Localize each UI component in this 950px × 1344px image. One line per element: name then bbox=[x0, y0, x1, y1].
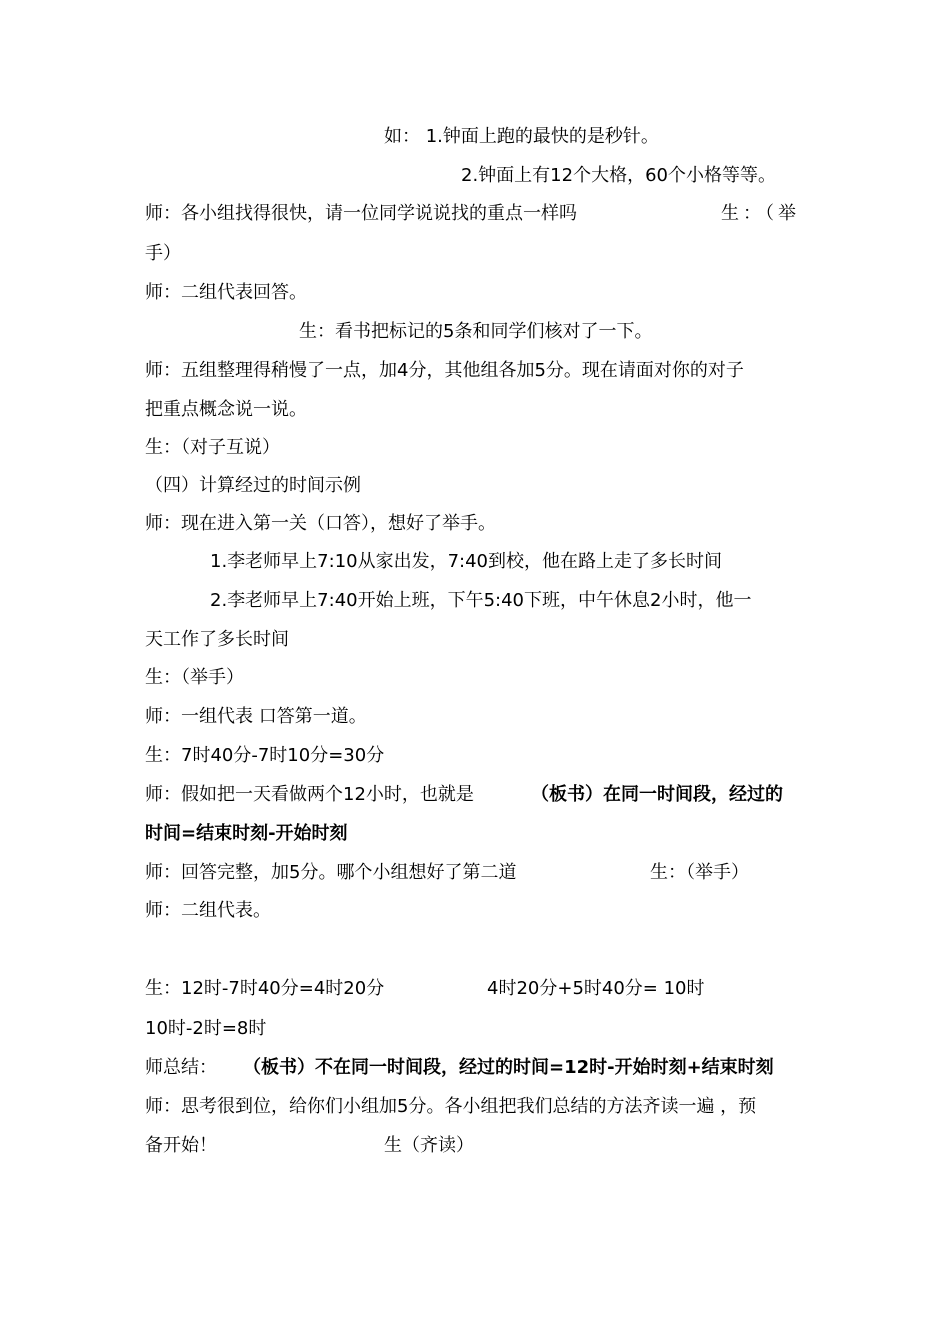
text-line: 备开始！ bbox=[145, 1135, 217, 1156]
student-line: 生：12时-7时40分=4时20分 bbox=[145, 978, 385, 999]
example-line-2: 2.钟面上有12个大格，60个小格等等。 bbox=[461, 165, 776, 186]
student-line: 生（齐读） bbox=[384, 1135, 474, 1156]
calculation-line: 10时-2时=8时 bbox=[145, 1018, 267, 1039]
student-line: 生：看书把标记的5条和同学们核对了一下。 bbox=[299, 321, 653, 342]
section-heading: （四）计算经过的时间示例 bbox=[145, 475, 361, 496]
text-line: 手） bbox=[145, 243, 181, 264]
teacher-line: 师：二组代表回答。 bbox=[145, 282, 307, 303]
question-2: 2.李老师早上7:40开始上班，下午5:40下班，中午休息2小时，他一 bbox=[210, 590, 752, 611]
teacher-line: 师：二组代表。 bbox=[145, 900, 271, 921]
teacher-summary-label: 师总结： bbox=[145, 1057, 217, 1078]
student-line: 生：（对子互说） bbox=[145, 437, 280, 458]
calculation-line: 4时20分+5时40分= 10时 bbox=[487, 978, 705, 999]
question-1: 1.李老师早上7:10从家出发，7:40到校，他在路上走了多长时间 bbox=[210, 551, 723, 572]
student-line: 生：（举手） bbox=[650, 862, 749, 883]
student-line: 生：（举 bbox=[721, 203, 800, 224]
teacher-line: 师：一组代表 口答第一道。 bbox=[145, 706, 367, 727]
student-line: 生：（举手） bbox=[145, 667, 244, 688]
board-writing: （板书）在同一时间段，经过的 bbox=[531, 784, 783, 805]
teacher-line: 师：现在进入第一关（口答），想好了举手。 bbox=[145, 513, 496, 534]
student-line: 生：7时40分-7时10分=30分 bbox=[145, 745, 385, 766]
teacher-line: 师：五组整理得稍慢了一点，加4分，其他组各加5分。现在请面对你的对子 bbox=[145, 360, 744, 381]
teacher-line: 师：各小组找得很快，请一位同学说说找的重点一样吗 bbox=[145, 203, 577, 224]
text-line: 把重点概念说一说。 bbox=[145, 399, 307, 420]
board-writing: 时间=结束时刻-开始时刻 bbox=[145, 823, 348, 844]
example-line-1: 如： 1.钟面上跑的最快的是秒针。 bbox=[384, 126, 659, 147]
teacher-line: 师：假如把一天看做两个12小时，也就是 bbox=[145, 784, 474, 805]
board-writing: （板书）不在同一时间段，经过的时间=12时-开始时刻+结束时刻 bbox=[243, 1057, 774, 1078]
teacher-line: 师：思考很到位，给你们小组加5分。各小组把我们总结的方法齐读一遍 ，预 bbox=[145, 1096, 757, 1117]
teacher-line: 师：回答完整，加5分。哪个小组想好了第二道 bbox=[145, 862, 517, 883]
text-line: 天工作了多长时间 bbox=[145, 629, 289, 650]
